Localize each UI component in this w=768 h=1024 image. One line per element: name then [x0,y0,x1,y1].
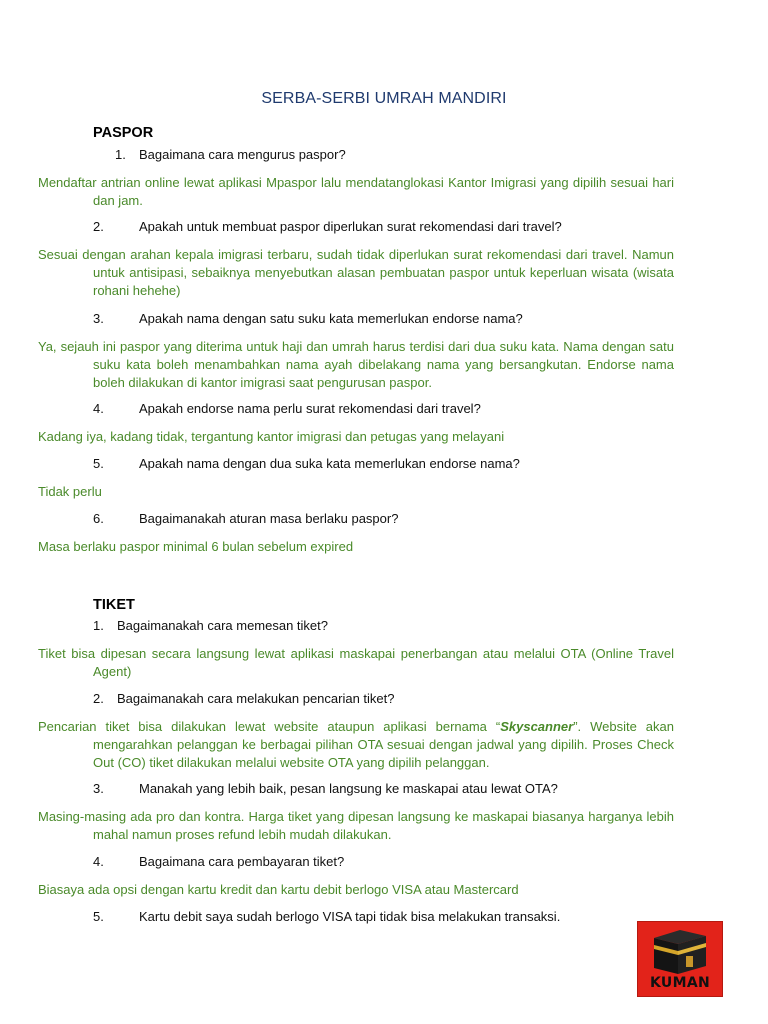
answer-text: Ya, sejauh ini paspor yang diterima untuk haji dan umrah harus terdisi dari dua suku kata. Nama dengan satu suku kata boleh menambahkan nama ayah dibelakang nama yang bersangkutan. Endorse nama boleh dilakukan di kantor imigrasi saat pengurusan paspor. [38,339,674,390]
answer-text: Tiket bisa dipesan secara langsung lewat aplikasi maskapai penerbangan atau melalui OTA (Online Travel Agent) [38,646,674,679]
question-text: Kartu debit saya sudah berlogo VISA tapi tidak bisa melakukan transaksi. [139,909,561,924]
question-text: Apakah untuk membuat paspor diperlukan surat rekomendasi dari travel? [139,219,562,234]
question-item [93,219,693,234]
question-item [93,456,693,471]
answer-text: Sesuai dengan arahan kepala imigrasi terbaru, sudah tidak diperlukan surat rekomendasi dari travel. Namun untuk antisipasi, sebaiknya menyebutkan alasan pembuatan paspor untuk keperluan wisata (wisata rohani hehehe) [38,247,674,298]
logo-text: KUMAN [650,975,710,991]
document-title: SERBA-SERBI UMRAH MANDIRI [261,90,507,107]
question-number: 5. [93,456,104,471]
question-item [93,691,693,706]
kuman-logo [637,921,723,997]
question-item [93,511,693,526]
question-item [93,311,693,326]
question-item [93,401,693,416]
answer-text: Masa berlaku paspor minimal 6 bulan sebelum expired [38,539,354,554]
question-item [93,618,693,633]
answer-text: Mendaftar antrian online lewat aplikasi Mpaspor lalu mendatanglokasi Kantor Imigrasi yang dipilih sesuai hari dan jam. [38,175,674,208]
question-text: Bagaimana cara mengurus paspor? [139,147,346,162]
question-text: Bagaimanakah cara memesan tiket? [117,618,329,633]
question-item [93,909,693,924]
question-number: 5. [93,909,104,924]
question-text: Apakah endorse nama perlu surat rekomendasi dari travel? [139,401,481,416]
answer-text [38,718,674,772]
question-number: 2. [93,691,104,706]
section-heading-tiket: TIKET [93,597,135,613]
question-item [93,854,693,869]
answer-text: Masing-masing ada pro dan kontra. Harga tiket yang dipesan langsung ke maskapai biasanya harganya lebih mahal namun proses refund lebih mudah dilakukan. [38,809,674,842]
question-text: Apakah nama dengan satu suku kata memerlukan endorse nama? [139,311,523,326]
answer-text: Biasaya ada opsi dengan kartu kredit dan kartu debit berlogo VISA atau Mastercard [38,882,519,897]
question-text: Bagaimana cara pembayaran tiket? [139,854,345,869]
question-number: 3. [93,311,104,326]
question-number: 6. [93,511,104,526]
question-number: 4. [93,401,104,416]
question-item [93,147,693,162]
question-text: Apakah nama dengan dua suka kata memerlukan endorse nama? [139,456,520,471]
question-item [93,781,693,796]
question-number: 1. [93,618,104,633]
question-text: Manakah yang lebih baik, pesan langsung ke maskapai atau lewat OTA? [139,781,558,796]
skyscanner-emphasis: Skyscanner [500,719,574,734]
question-number: 2. [93,219,104,234]
answer-text: Tidak perlu [38,484,102,499]
question-text: Bagaimanakah aturan masa berlaku paspor? [139,511,399,526]
answer-text-part: ”. Website akan mengarahkan pelanggan ke berbagai pilihan OTA sesuai dengan jadwal yang dipilih. Proses Check Out (CO) tiket dilakukan melalui website OTA yang dipilih pelanggan. [93,719,674,770]
question-number: 1. [115,147,126,162]
question-text: Bagaimanakah cara melakukan pencarian tiket? [117,691,395,706]
section-heading-paspor: PASPOR [93,125,154,141]
question-number: 4. [93,854,104,869]
answer-text-part: Pencarian tiket bisa dilakukan lewat website ataupun aplikasi bernama “ [38,719,501,734]
kaaba-icon [638,922,722,978]
answer-text: Kadang iya, kadang tidak, tergantung kantor imigrasi dan petugas yang melayani [38,429,505,444]
question-number: 3. [93,781,104,796]
